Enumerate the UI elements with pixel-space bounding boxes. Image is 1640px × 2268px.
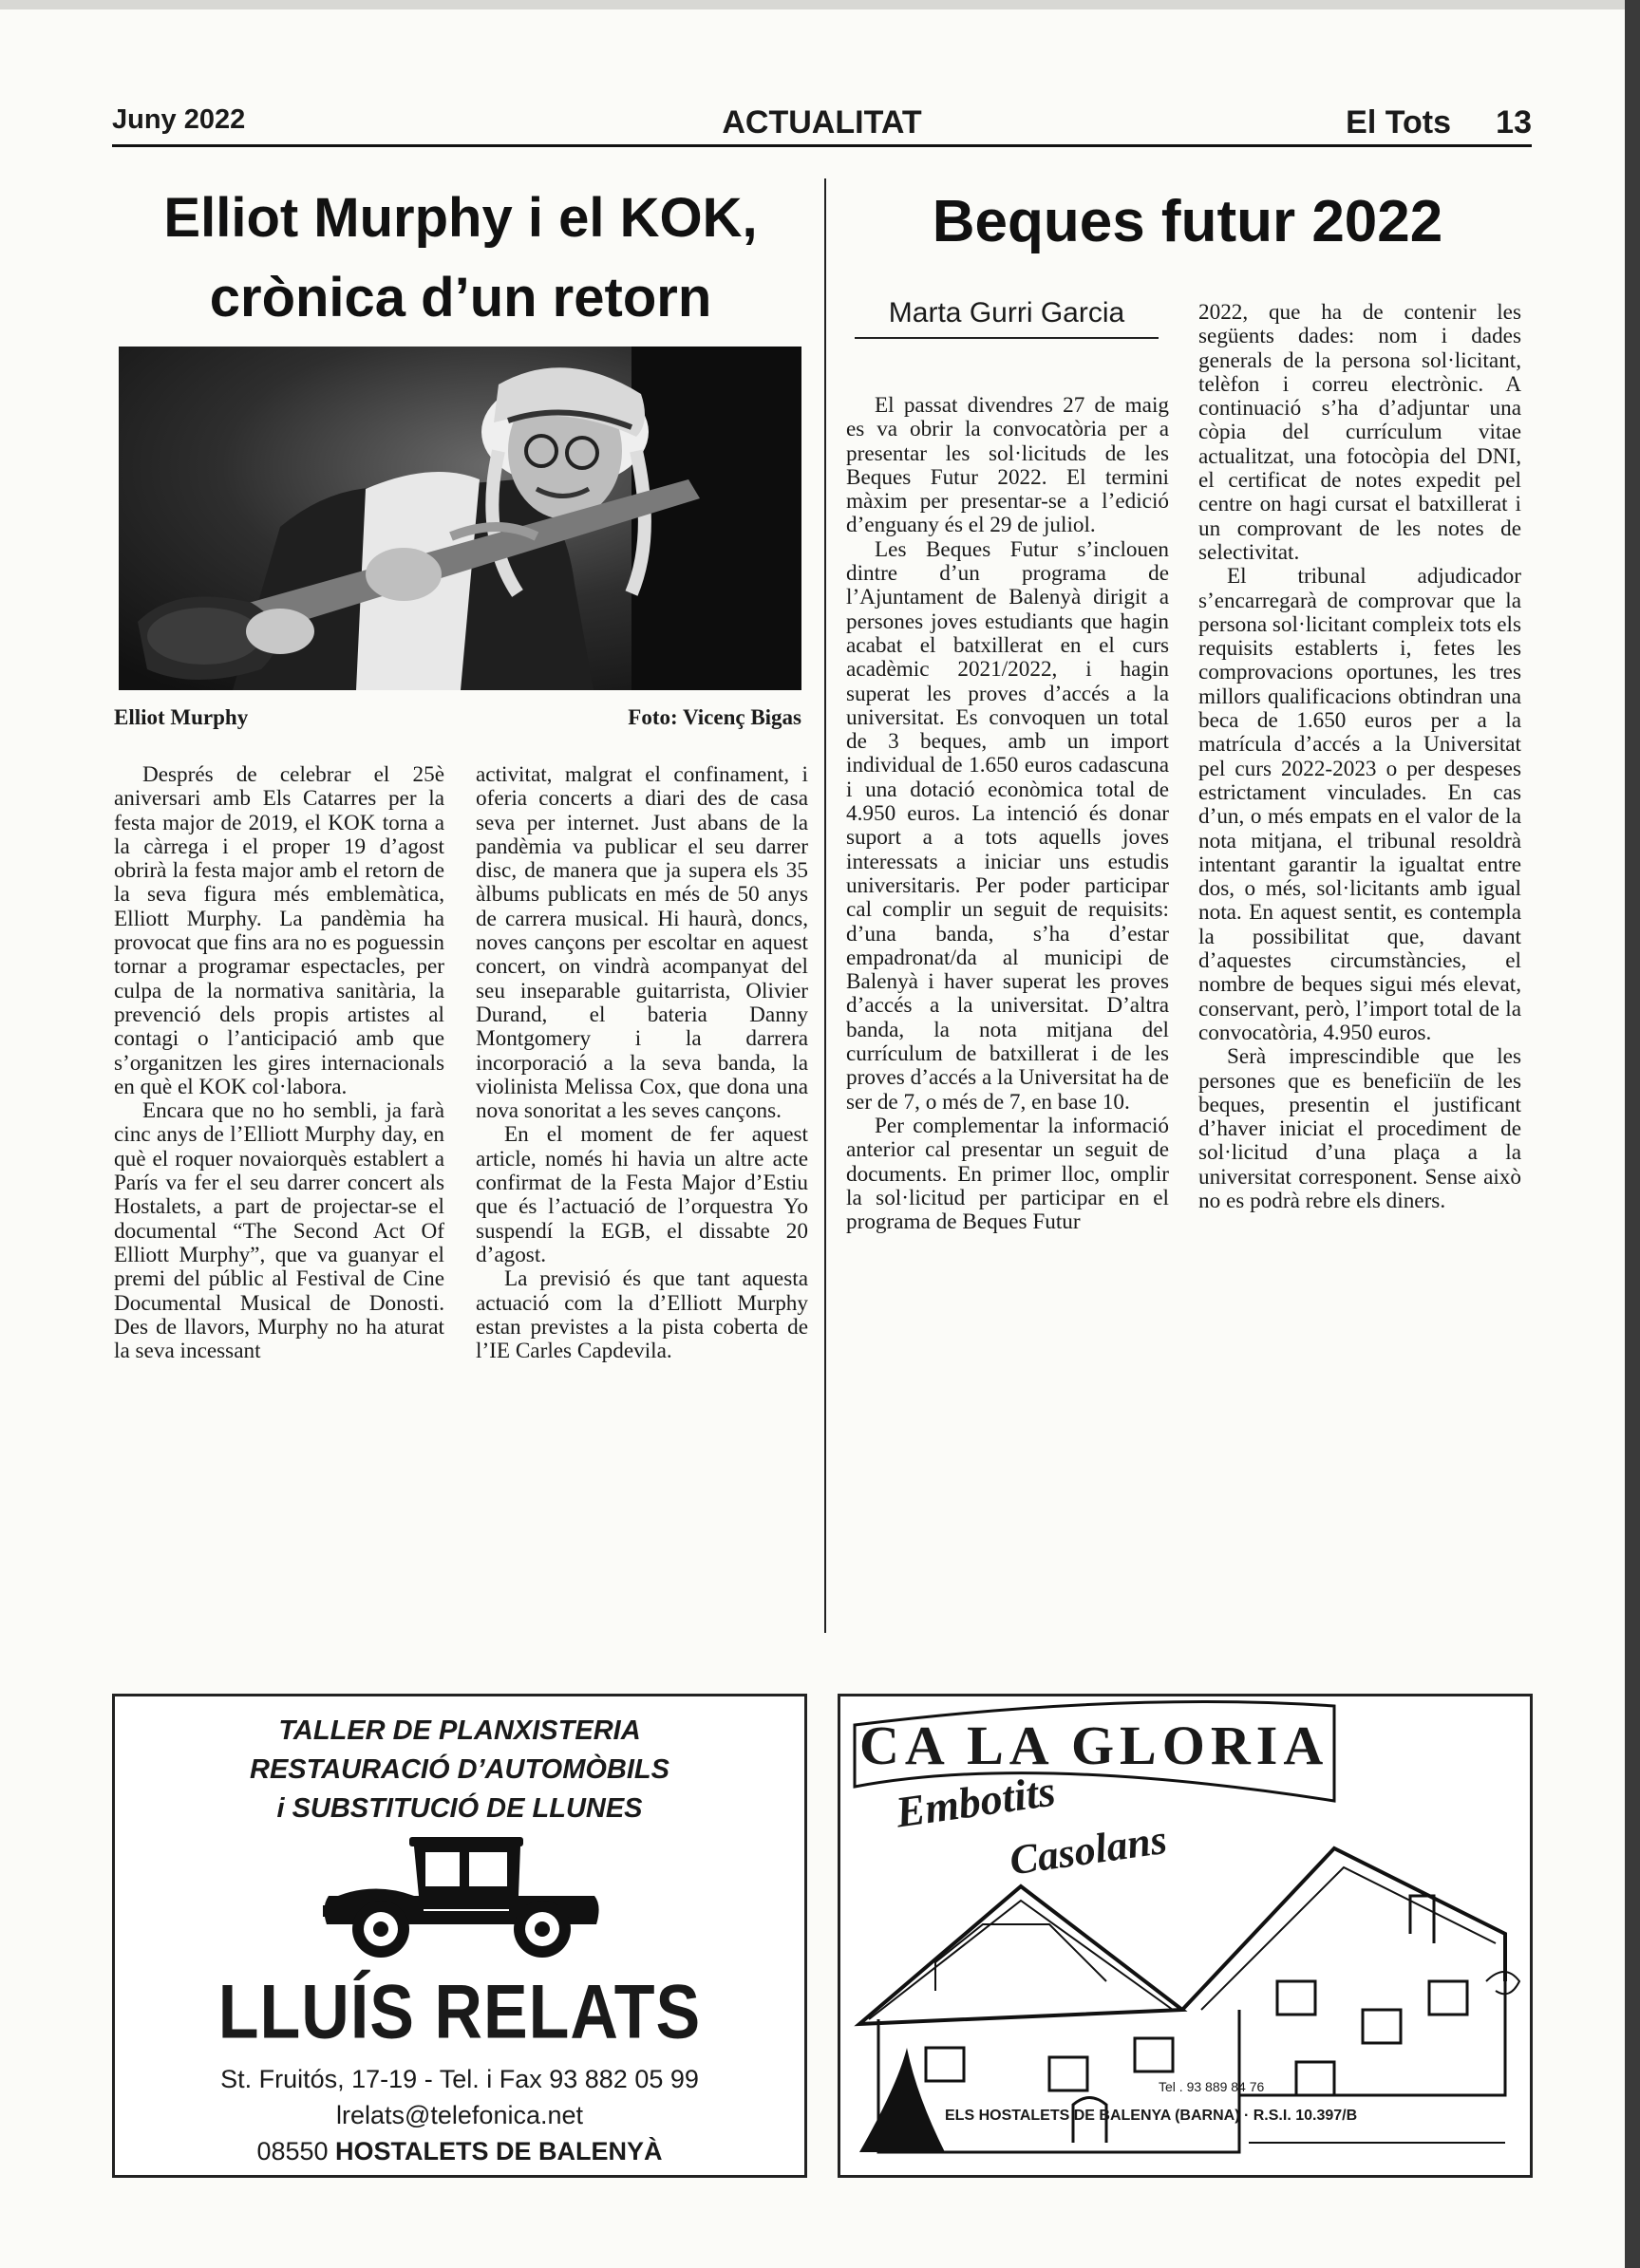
article2-author: Marta Gurri Garcia xyxy=(888,297,1125,328)
guitarist-photo-icon xyxy=(119,347,801,690)
advert-services xyxy=(115,1712,804,1828)
paragraph: Encara que no ho sembli, ja farà cinc anys de l’Elliott Murphy day, en què el roquer novaiorquès establert a París va fer el seu darrer concert als Hostalets, a part de projectar-se el documental “The Second Act Of Elliott Murphy”, que va guanyar el premi del públic al Festival de Cine Documental Musical de Donosti. Des de llavors, Murphy no ha aturat la seva incessant xyxy=(114,1098,444,1364)
advert-town: HOSTALETS DE BALENYÀ xyxy=(335,2137,663,2165)
paragraph: El tribunal adjudicador s’encarregarà de comprovar que la persona sol·licitant compleix tots els requisits establerts i, fetes les comprovacions oportunes, les tres millors qualificacions obtindran una beca de 1.650 euros per a la matrícula d’accés a la Universitat pel curs 2022-2023 o per despeses estrictament vinculades. En cas d’un, o més empats en el valor de la nota mitjana, el tribunal resoldrà intentant garantir la igualtat entre dos, o més, sol·licitants amb igual nota. En aquest sentit, es contempla la possibilitat que, davant d’aquestes circumstàncies, el nombre de beques sigui més elevat, conservant, però, l’import total de la convocatòria, 4.950 euros. xyxy=(1198,564,1522,1045)
paragraph: Després de celebrar el 25è aniversari amb Els Catarres per la festa major de 2019, el KOK torna a la càrrega i el proper 19 d’agost obrirà la festa major amb el retorn de la seva figura més emblemàtica, Elliott Murphy. La pandèmia ha provocat que fins ara no es poguessin tornar a programar espectacles, per culpa de la normativa sanitària, la prevenció dels propis artistes al contagi o l’anticipació amb que s’organitzen les gires internacionals en què el KOK col·labora. xyxy=(114,762,444,1099)
article1-photo xyxy=(119,347,801,690)
advert-phone: Tel . 93 889 84 76 xyxy=(1159,2079,1265,2094)
paragraph: 2022, que ha de contenir les següents dades: nom i dades generals de la persona sol·licitant, telèfon i correu electrònic. A continuació s’ha d’adjuntar una còpia del currículum vitae actualitzat, una fotocòpia del DNI, el certificat de notes expedit pel centre on hagi cursat el batxillerat i un comprovant de les notes de selectivitat. xyxy=(1198,300,1521,565)
service-line: i SUBSTITUCIÓ DE LLUNES xyxy=(276,1793,643,1824)
paragraph: El passat divendres 27 de maig es va obrir la convocatòria per a presentar les sol·licituds de les Beques Futur 2022. El termini màxim per presentar-se a l’edició d’enguany és el 29 de juliol. xyxy=(846,393,1169,538)
author-rule xyxy=(855,337,1159,339)
section-name: ACTUALITAT xyxy=(722,104,922,141)
column-divider xyxy=(824,178,826,1633)
header-rule xyxy=(112,144,1532,147)
service-line: TALLER DE PLANXISTERIA xyxy=(278,1715,641,1746)
advert-business-name: CA LA GLORIA xyxy=(859,1715,1329,1776)
advert-email: lrelats@telefonica.net xyxy=(335,2101,584,2129)
page-right-edge xyxy=(1625,0,1640,2268)
paragraph: Per complementar la informació anterior cal presentar un seguit de documents. En primer lloc, omplir la sol·licitud per participar en el programa de Beques Futur xyxy=(846,1113,1169,1235)
advert-lluis-relats xyxy=(112,1694,807,2178)
advert-address: St. Fruitós, 17-19 - Tel. i Fax 93 882 05 99 xyxy=(220,2065,699,2093)
photo-caption xyxy=(114,705,801,738)
running-header xyxy=(112,104,1532,144)
service-line: RESTAURACIÓ D’AUTOMÒBILS xyxy=(250,1754,669,1785)
page-top-edge xyxy=(0,0,1640,9)
page-number: 13 xyxy=(1496,104,1532,141)
publication-name: El Tots xyxy=(1346,104,1451,141)
caption-credit: Foto: Vicenç Bigas xyxy=(628,705,801,729)
advert-contact xyxy=(115,2061,804,2169)
article1-column-1 xyxy=(114,763,444,1363)
advert-tagline-2: Casolans xyxy=(1007,1815,1170,1884)
issue-date: Juny 2022 xyxy=(112,104,246,135)
paragraph: Serà imprescindible que les persones que es beneficiïn de les beques, presentin el justificant d’haver iniciat el procediment de sol·licitud d’una plaça a la universitat corresponent. Sense això no es podrà rebre els diners. xyxy=(1198,1044,1521,1213)
paragraph: La previsió és que tant aquesta actuació com la d’Elliott Murphy estan previstes a la pista coberta de l’IE Carles Capdevila. xyxy=(476,1266,808,1364)
vintage-car-icon xyxy=(319,1829,604,1967)
advert-tagline-1: Embotits xyxy=(893,1766,1059,1837)
article1-title xyxy=(112,178,809,338)
advert-postcode: 08550 xyxy=(256,2137,329,2165)
paragraph: activitat, malgrat el confinament, i oferia concerts a diari des de casa seva per internet. Just abans de la pandèmia va publicar el seu darrer disc, de manera que ja supera els 35 àlbums publicats en més de 50 anys de carrera musical. Hi haurà, doncs, noves cançons per escoltar en aquest concert, on vindrà acompanyat del seu inseparable guitarrista, Olivier Durand, el bateria Danny Montgomery i la darrera incorporació a la seva banda, la violinista Melissa Cox, que dona una nova sonoritat a les seves cançons. xyxy=(476,762,808,1124)
paragraph: Les Beques Futur s’inclouen dintre d’un programa de l’Ajuntament de Balenyà dirigit a persones joves estudiants que hagin acabat el batxillerat en el curs acadèmic 2021/2022, i hagin superat les proves d’accés a la universitat. Es convoquen un total de 3 beques, amb un import individual de 1.650 euros cadascuna i una dotació econòmica total de 4.950 euros. La intenció és donar suport a a tots aquells joves interessats a iniciar uns estudis universitaris. Per poder participar cal complir un seguit de requisits: d’una banda, s’ha d’estar empadronat/da al municipi de Balenyà i haver superat les proves d’accés a la universitat. D’altra banda, la nota mitjana del currículum de batxillerat i de les proves d’accés a la Universitat ha de ser de 7, o més de 7, en base 10. xyxy=(846,536,1169,1115)
article2-column-2 xyxy=(1198,301,1521,1213)
caption-subject: Elliot Murphy xyxy=(114,705,249,729)
article1-title-line2: crònica d’un retorn xyxy=(209,267,712,328)
advert-town-line xyxy=(115,2133,804,2169)
paragraph: En el moment de fer aquest article, només hi havia un altre acte confirmat de la Festa Major d’Estiu que és l’actuació de l’orquestra Yo suspendí la EGB, el dissabte 20 d’agost. xyxy=(476,1122,808,1267)
advert-business-name: LLUÍS RELATS xyxy=(217,1969,702,2054)
article1-column-2 xyxy=(476,763,808,1363)
advert-ca-la-gloria xyxy=(838,1694,1533,2178)
advert-footer: ELS HOSTALETS DE BALENYA (BARNA) · R.S.I. 10.397/B xyxy=(945,2108,1358,2124)
article2-column-1 xyxy=(846,394,1169,1234)
article1-title-line1: Elliot Murphy i el KOK, xyxy=(163,187,758,249)
article2-title: Beques futur 2022 xyxy=(932,189,1443,254)
